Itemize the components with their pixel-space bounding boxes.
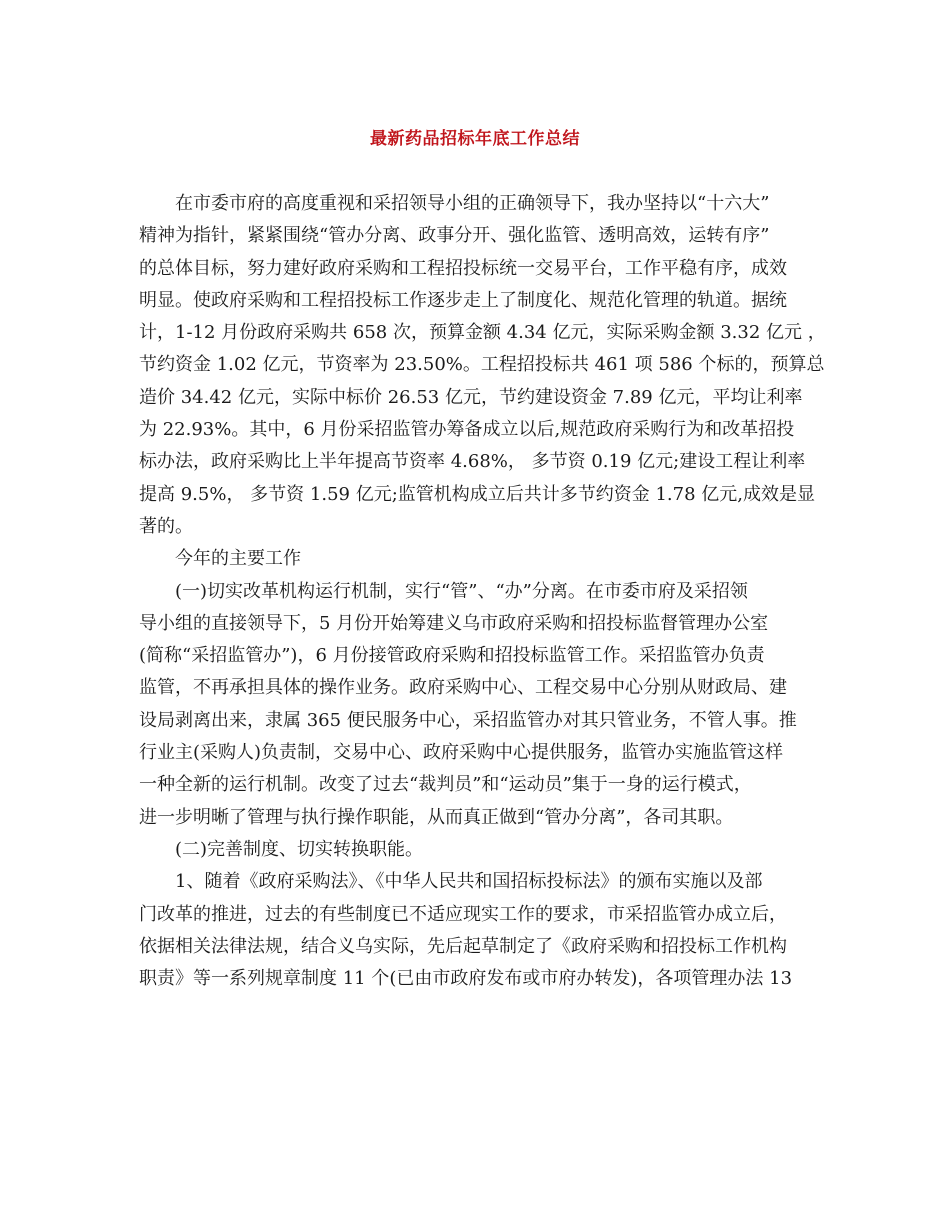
text-line: 进一步明晰了管理与执行操作职能，从而真正做到“管办分离”，各司其职。 [139, 806, 734, 828]
text-line: (一)切实改革机构运行机制，实行“管”、“办”分离。在市委市府及采招领 [175, 580, 748, 602]
paragraph-heading-main-work [139, 543, 814, 575]
text-line: 标办法，政府采购比上半年提高节资率 4.68%， 多节资 0.19 亿元;建设工程让利率 [139, 451, 806, 473]
document-title: 最新药品招标年底工作总结 [370, 129, 580, 149]
paragraph-section-one [139, 576, 814, 834]
paragraph-summary [139, 188, 826, 543]
text-line: 1、随着《政府采购法》、《中华人民共和国招标投标法》的颁布实施以及部 [175, 871, 763, 893]
text-line: 的总体目标，努力建好政府采购和工程招投标统一交易平台，工作平稳有序，成效 [139, 257, 787, 279]
paragraph-section-two-item-one [139, 866, 814, 995]
text-line: 监管，不再承担具体的操作业务。政府采购中心、工程交易中心分别从财政局、建 [139, 677, 787, 699]
text-line: 设局剥离出来，隶属 365 便民服务中心，采招监管办对其只管业务，不管人事。推 [139, 709, 797, 731]
text-line: 在市委市府的高度重视和采招领导小组的正确领导下，我办坚持以“十六大” [175, 193, 770, 214]
text-line: 依据相关法律法规，结合义乌实际，先后起草制定了《政府采购和招投标工作机构 [139, 935, 787, 957]
text-line: 提高 9.5%， 多节资 1.59 亿元;监管机构成立后共计多节约资金 1.78 亿元,成效是显 [139, 483, 815, 505]
text-line: 明显。使政府采购和工程招投标工作逐步走上了制度化、规范化管理的轨道。据统 [139, 289, 787, 311]
text-line: 职责》等一系列规章制度 11 个(已由市政府发布或市府办转发)，各项管理办法 13 [139, 968, 793, 990]
text-line: 行业主(采购人)负责制，交易中心、政府采购中心提供服务，监管办实施监管这样 [139, 742, 784, 764]
text-line: 著的。 [139, 515, 193, 537]
text-line: 导小组的直接领导下，5 月份开始筹建义乌市政府采购和招投标监督管理办公室 [139, 612, 769, 634]
text-line: 为 22.93%。其中，6 月份采招监管办筹备成立以后,规范政府采购行为和改革招投 [139, 419, 795, 441]
text-line: 门改革的推进，过去的有些制度已不适应现实工作的要求，市采招监管办成立后， [139, 903, 787, 925]
text-line: 节约资金 1.02 亿元，节资率为 23.50%。工程招投标共 461 项 586 个标的，预算总 [139, 354, 825, 376]
section-heading: 今年的主要工作 [175, 548, 301, 570]
text-line: 一种全新的运行机制。改变了过去“裁判员”和“运动员”集于一身的运行模式， [139, 774, 752, 796]
text-line: (简称“采招监管办”)，6 月份接管政府采购和招投标监管工作。采招监管办负责 [139, 645, 765, 667]
document-body [139, 188, 826, 995]
text-line: 精神为指针，紧紧围绕“管办分离、政事分开、强化监管、透明高效，运转有序” [139, 225, 770, 247]
section-heading: (二)完善制度、切实转换职能。 [175, 838, 424, 860]
text-line: 造价 34.42 亿元，实际中标价 26.53 亿元，节约建设资金 7.89 亿元，平均让利率 [139, 386, 803, 408]
text-line: 计，1-12 月份政府采购共 658 次，预算金额 4.34 亿元，实际采购金额 3.32 亿元 ， [139, 322, 826, 344]
paragraph-section-two-heading [139, 834, 814, 866]
